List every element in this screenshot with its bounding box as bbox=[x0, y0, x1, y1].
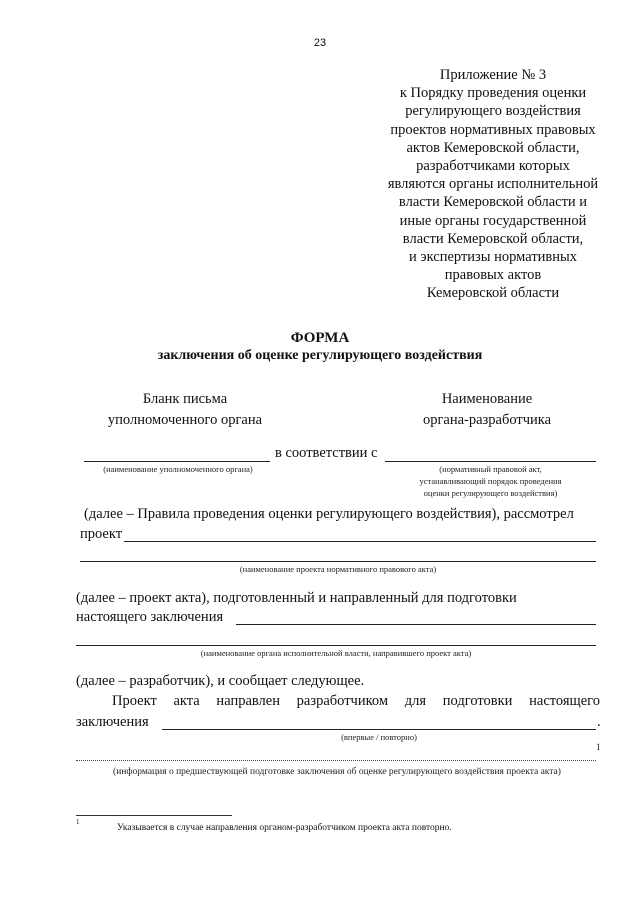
form-title: ФОРМА bbox=[290, 330, 350, 346]
caption-line: устанавливающий порядок проведения bbox=[419, 476, 562, 486]
developer-paragraph: (далее – разработчик), и сообщает следующее. bbox=[76, 673, 365, 689]
authority-name-field[interactable] bbox=[84, 461, 270, 462]
header-left-line: Бланк письма bbox=[142, 391, 228, 407]
appendix-line: Приложение № 3 bbox=[439, 67, 547, 83]
caption-legal-act bbox=[385, 463, 596, 499]
caption-previous-info: (информация о предшествующей подготовке заключения об оценке регулирующего воздействия проекта акта) bbox=[113, 767, 561, 777]
caption-line: оценки регулирующего воздействия) bbox=[423, 488, 558, 498]
project-field-continuation[interactable] bbox=[80, 561, 596, 562]
header-right-line: органа-разработчика bbox=[422, 412, 552, 428]
sent-paragraph: Проект акта направлен разработчиком для подготовки настоящего bbox=[112, 693, 600, 709]
caption-authority: (наименование уполномоченного органа) bbox=[103, 464, 253, 474]
appendix-line: власти Кемеровской области, bbox=[402, 230, 584, 247]
caption-first-repeat: (впервые / повторно) bbox=[341, 732, 417, 742]
appendix-line: проектов нормативных правовых bbox=[390, 121, 596, 138]
footnote-text: Указывается в случае направления органом-разработчиком проекта акта повторно. bbox=[117, 823, 452, 833]
appendix-line: правовых актов bbox=[444, 267, 542, 284]
appendix-line: власти Кемеровской области и bbox=[398, 194, 588, 211]
appendix-line: Кемеровской области bbox=[426, 285, 560, 302]
appendix-line: иные органы государственной bbox=[399, 212, 587, 229]
footnote-reference: 1 bbox=[596, 742, 601, 752]
appendix-line: регулирующего воздействия bbox=[405, 103, 581, 120]
page-number: 23 bbox=[313, 37, 327, 49]
previous-info-field[interactable] bbox=[76, 760, 596, 761]
executive-body-field-continuation[interactable] bbox=[76, 645, 596, 646]
caption-line: (нормативный правовой акт, bbox=[439, 464, 542, 474]
header-left-line: уполномоченного органа bbox=[107, 412, 263, 428]
appendix-line: и экспертизы нормативных bbox=[408, 249, 578, 266]
header-right-line: Наименование bbox=[441, 391, 533, 407]
appendix-line: к Порядку проведения оценки bbox=[399, 85, 587, 102]
conclusion-label-2: заключения bbox=[76, 714, 149, 730]
legal-act-field[interactable] bbox=[385, 461, 596, 462]
appendix-line: актов Кемеровской области, bbox=[406, 139, 580, 156]
period-mark: . bbox=[597, 714, 601, 730]
in-accordance-text: в соответствии с bbox=[275, 445, 378, 461]
project-field[interactable] bbox=[124, 541, 596, 542]
project-label: проект bbox=[80, 526, 123, 542]
form-subtitle: заключения об оценке регулирующего воздействия bbox=[157, 348, 483, 363]
appendix-line: являются органы исполнительной bbox=[387, 176, 599, 193]
executive-body-field[interactable] bbox=[236, 624, 596, 625]
header-right bbox=[372, 389, 602, 431]
project-act-paragraph: (далее – проект акта), подготовленный и направленный для подготовки bbox=[76, 590, 517, 606]
caption-executive-body: (наименование органа исполнительной власти, направившего проект акта) bbox=[200, 648, 472, 658]
conclusion-label: настоящего заключения bbox=[76, 609, 224, 625]
appendix-line: разработчиками которых bbox=[416, 158, 570, 175]
footnote-divider bbox=[76, 815, 232, 816]
rules-paragraph: (далее – Правила проведения оценки регулирующего воздействия), рассмотрел bbox=[84, 506, 574, 522]
footnote-number: 1 bbox=[76, 818, 80, 826]
caption-project-name: (наименование проекта нормативного правового акта) bbox=[239, 564, 437, 574]
header-left bbox=[70, 389, 300, 431]
first-repeat-field[interactable] bbox=[162, 729, 596, 730]
appendix-block bbox=[380, 66, 606, 303]
